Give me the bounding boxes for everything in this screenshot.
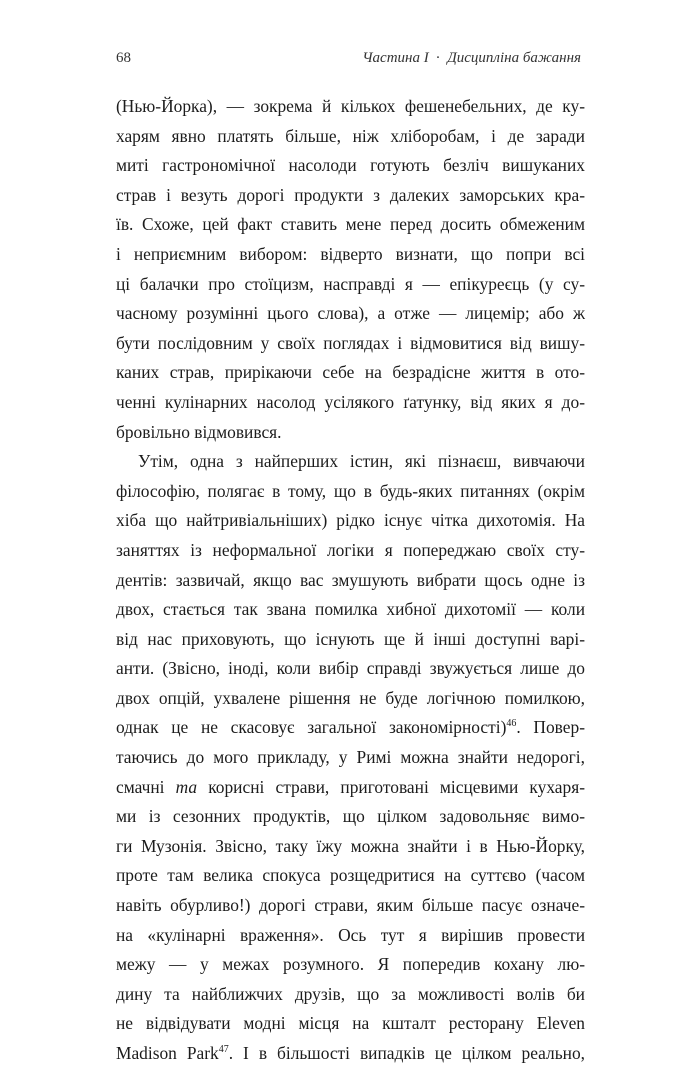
text-line — [116, 743, 585, 773]
text-line — [116, 210, 585, 240]
text-line — [116, 654, 585, 684]
emphasis-text: та — [175, 776, 198, 797]
text-segment: межу — у межах розумного. Я попередив кохану лю- — [116, 954, 585, 975]
text-line — [116, 240, 585, 270]
text-segment: страв і везуть дорогі продукти з далеких заморських кра- — [116, 184, 585, 205]
text-line — [116, 447, 585, 477]
text-segment: дентів: зазвичай, якщо вас змушують вибрати щось одне із — [116, 569, 585, 590]
text-line — [116, 358, 585, 388]
text-segment: заняттях із неформальної логіки я попереджаю своїх сту- — [116, 539, 585, 560]
text-segment: харям явно платять більше, ніж хліборобам, і де заради — [116, 125, 585, 146]
text-line — [116, 891, 585, 921]
text-segment: корисні страви, приготовані місцевими кухаря- — [197, 776, 586, 797]
text-segment: проте там велика спокуса розщедритися на суттєво (часом — [116, 865, 585, 886]
text-segment: двох, стається так звана помилка хибної дихотомії — коли — [116, 599, 585, 620]
text-segment: їв. Схоже, цей факт ставить мене перед досить обмеженим — [116, 214, 585, 235]
text-line — [116, 595, 585, 625]
text-line — [116, 1039, 585, 1069]
text-segment: ми із сезонних продуктів, що цілком задовольняє вимо- — [116, 806, 585, 827]
text-segment: філософію, полягає в тому, що в будь-яких питаннях (окрім — [116, 480, 585, 501]
body-text — [116, 92, 585, 1069]
text-segment: на «кулінарні враження». Ось тут я вирішив провести — [116, 924, 585, 945]
text-segment: і неприємним вибором: відверто визнати, що попри всі — [116, 243, 585, 264]
text-line — [116, 773, 585, 803]
running-head-section: Дисципліна бажання — [447, 50, 581, 66]
text-segment: хіба що найтривіальніших) рідко існує чітка дихотомія. На — [116, 510, 585, 531]
text-line — [116, 92, 585, 122]
text-line — [116, 921, 585, 951]
text-line — [116, 329, 585, 359]
text-line — [116, 181, 585, 211]
text-segment: ченні кулінарних насолод усілякого ґатунку, від яких я до- — [116, 391, 585, 412]
text-segment: каних страв, прирікаючи себе на безрадісне життя в ото- — [116, 362, 585, 383]
text-line — [116, 151, 585, 181]
text-line — [116, 980, 585, 1010]
text-line — [116, 802, 585, 832]
running-head — [362, 50, 581, 67]
text-segment: навіть обурливо!) дорогі страви, яким більше пасує означе- — [116, 895, 585, 916]
text-line — [116, 299, 585, 329]
text-segment: . Повер- — [516, 717, 585, 738]
text-segment: таючись до мого прикладу, у Римі можна знайти недорогі, — [116, 747, 585, 768]
text-line — [116, 122, 585, 152]
text-line — [116, 832, 585, 862]
text-line — [116, 506, 585, 536]
text-segment: миті гастрономічної насолоди готують безліч вишуканих — [116, 155, 585, 176]
text-segment: ги Музонія. Звісно, таку їжу можна знайти і в Нью-Йорку, — [116, 835, 585, 856]
text-line — [116, 1009, 585, 1039]
text-segment: не відвідувати модні місця на кшталт ресторану Eleven — [116, 1013, 585, 1034]
running-head-separator: · — [435, 50, 441, 66]
text-segment: бути послідовним у своїх поглядах і відмовитися від вишу- — [116, 332, 585, 353]
footnote-ref: 47 — [218, 1044, 229, 1055]
text-segment: дину та найближчих друзів, що за можливості волів би — [116, 983, 585, 1004]
text-segment: ці балачки про стоїцизм, насправді я — епікуреєць (у су- — [116, 273, 585, 294]
text-line — [116, 861, 585, 891]
text-segment: (Нью-Йорка), — зокрема й кількох фешенебельних, де ку- — [116, 96, 585, 116]
text-segment: смачні — [116, 776, 176, 797]
text-line — [116, 684, 585, 714]
text-segment: від нас приховують, що існують ще й інші доступні варі- — [116, 628, 585, 649]
text-line — [116, 388, 585, 418]
text-line — [116, 270, 585, 300]
text-line — [116, 418, 585, 448]
text-line — [116, 625, 585, 655]
text-segment: Madison Park — [116, 1043, 219, 1063]
text-segment: однак це не скасовує загальної закономірності) — [116, 717, 507, 738]
text-segment: анти. (Звісно, іноді, коли вибір справді звужується лише до — [116, 658, 585, 679]
text-segment: . І в більшості випадків це цілком реально, — [228, 1043, 585, 1063]
text-segment: двох опцій, ухвалене рішення не буде логічною помилкою, — [116, 687, 585, 708]
page-header — [116, 50, 581, 72]
text-line — [116, 713, 585, 743]
text-line — [116, 950, 585, 980]
text-line — [116, 566, 585, 596]
running-head-part: Частина I — [362, 50, 429, 66]
text-line — [116, 477, 585, 507]
text-segment: бровільно відмовився. — [116, 421, 282, 442]
text-segment: часному розумінні цього слова), а отже — лицемір; або ж — [116, 303, 585, 324]
footnote-ref: 46 — [506, 718, 517, 730]
text-segment: Утім, одна з найперших істин, які пізнаєш, вивчаючи — [138, 451, 585, 472]
page-number: 68 — [116, 50, 131, 66]
text-line — [116, 536, 585, 566]
